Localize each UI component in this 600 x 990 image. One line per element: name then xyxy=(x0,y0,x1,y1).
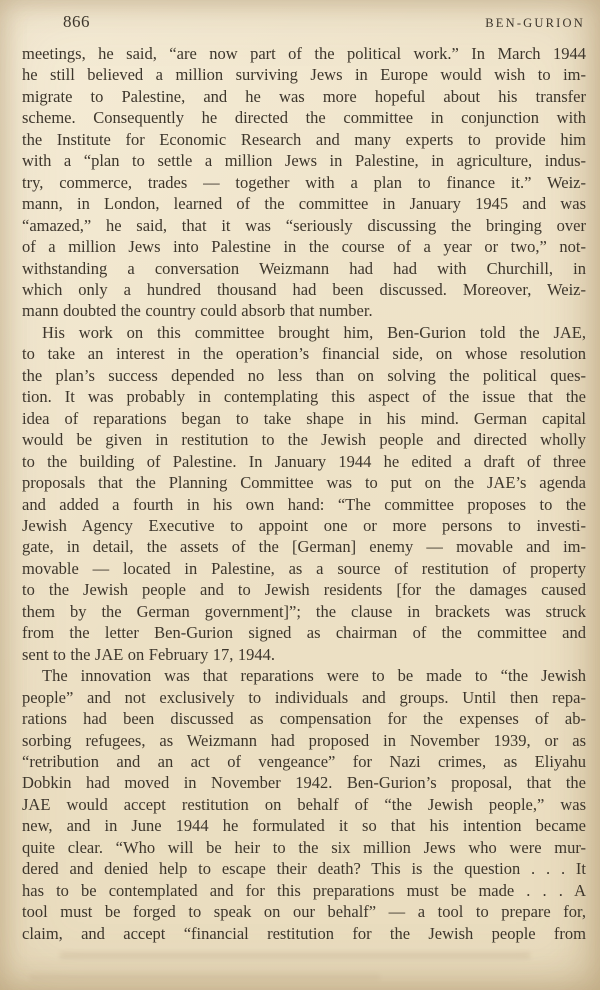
text-line: and added a fourth in his own hand: “The committee proposes to the xyxy=(22,494,586,514)
text-line: tool must be forged to speak on our behalf” — a tool to prepare for, xyxy=(22,902,586,922)
text-line: “amazed,” he said, that it was “seriously discussing the bringing over xyxy=(22,215,586,235)
text-line: gate, in detail, the assets of the [German] enemy — movable and im- xyxy=(22,537,586,557)
text-line: Jewish Agency Executive to appoint one or more persons to investi- xyxy=(22,515,586,535)
page-showthrough-mark xyxy=(30,974,380,980)
text-line: has to be contemplated and for this preparations must be made . . . A xyxy=(22,880,586,900)
page-number: 866 xyxy=(63,12,90,31)
text-line: His work on this committee brought him, Ben-Gurion told the JAE, xyxy=(42,322,586,342)
page-content xyxy=(22,12,586,944)
text-line: try, commerce, trades — together with a plan to finance it.” Weiz- xyxy=(22,172,586,192)
text-line: tion. It was probably in contemplating this aspect of the issue that the xyxy=(22,387,586,407)
text-line: Dobkin had moved in November 1942. Ben-Gurion’s proposal, that the xyxy=(22,773,586,793)
running-title: BEN-GURION xyxy=(485,16,585,30)
text-line: JAE would accept restitution on behalf of “the Jewish people,” was xyxy=(22,794,586,814)
text-line: movable — located in Palestine, as a source of restitution of property xyxy=(22,558,586,578)
text-line: new, and in June 1944 he formulated it so that his intention became xyxy=(22,816,586,836)
text-line: claim, and accept “financial restitution for the Jewish people from xyxy=(22,923,586,943)
text-line: migrate to Palestine, and he was more hopeful about his transfer xyxy=(22,86,586,106)
text-line: withstanding a conversation Weizmann had had with Churchill, in xyxy=(22,258,586,278)
text-line: sent to the JAE on February 17, 1944. xyxy=(22,644,275,664)
text-line: meetings, he said, “are now part of the political work.” In March 1944 xyxy=(22,44,586,63)
page-showthrough-mark xyxy=(60,952,530,959)
text-line: mann, in London, learned of the committee in January 1945 and was xyxy=(22,194,586,214)
page-body xyxy=(22,43,586,944)
paragraph xyxy=(22,322,586,665)
text-line: from the letter Ben-Gurion signed as chairman of the committee and xyxy=(22,623,586,643)
text-line: proposals that the Planning Committee was to put on the JAE’s agenda xyxy=(22,473,586,493)
text-line: mann doubted the country could absorb that number. xyxy=(22,301,373,321)
text-line: quite clear. “Who will be heir to the six million Jews who were mur- xyxy=(22,837,586,857)
text-line: dered and denied help to escape their death? This is the question . . . It xyxy=(22,859,586,879)
text-line: The innovation was that reparations were to be made to “the Jewish xyxy=(42,666,586,686)
text-line: scheme. Consequently he directed the committee in conjunction with xyxy=(22,108,586,128)
text-line: would be given in restitution to the Jewish people and directed wholly xyxy=(22,430,586,450)
text-line: sorbing refugees, as Weizmann had proposed in November 1939, or as xyxy=(22,730,586,750)
text-line: the Institute for Economic Research and many experts to provide him xyxy=(22,129,586,149)
text-line: to take an interest in the operation’s financial side, on whose resolution xyxy=(22,344,586,364)
text-line: of a million Jews into Palestine in the course of a year or two,” not- xyxy=(22,237,586,257)
paragraph xyxy=(22,665,586,944)
paragraph xyxy=(22,43,586,322)
text-line: idea of reparations began to take shape in his mind. German capital xyxy=(22,408,586,428)
text-line: which only a hundred thousand had been discussed. Moreover, Weiz- xyxy=(22,279,586,299)
text-line: with a “plan to settle a million Jews in Palestine, in agriculture, indus- xyxy=(22,151,586,171)
text-line: them by the German government]”; the clause in brackets was struck xyxy=(22,601,586,621)
text-line: the plan’s success depended no less than on solving the political ques- xyxy=(22,365,586,385)
running-header xyxy=(22,12,586,36)
text-line: rations had been discussed as compensation for the expenses of ab- xyxy=(22,709,586,729)
text-line: people” and not exclusively to individuals and groups. Until then repa- xyxy=(22,687,586,707)
text-line: “retribution and an act of vengeance” for Nazi crimes, as Eliyahu xyxy=(22,751,586,771)
text-line: to the building of Palestine. In January 1944 he edited a draft of three xyxy=(22,451,586,471)
text-line: he still believed a million surviving Jews in Europe would wish to im- xyxy=(22,65,586,85)
text-line: to the Jewish people and to Jewish residents [for the damages caused xyxy=(22,580,586,600)
